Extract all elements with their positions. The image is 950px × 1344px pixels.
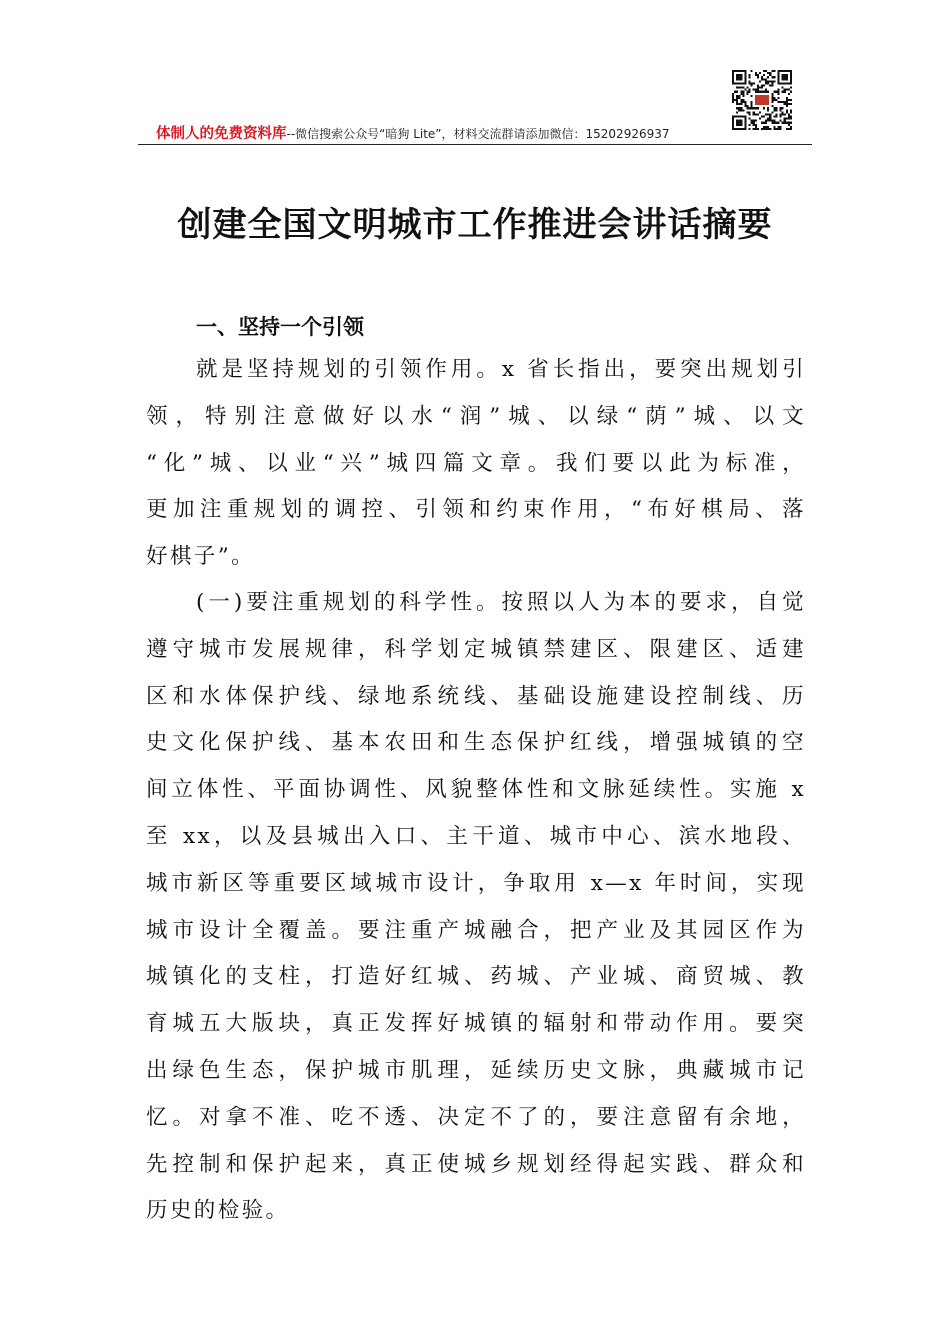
- header-brand: 体制人的免费资料库: [156, 126, 287, 142]
- paragraph-line: (一)要注重规划的科学性。按照以人为本的要求，自觉: [196, 590, 806, 615]
- paragraph-line: 更加注重规划的调控、引领和约束作用，“布好棋局、落: [146, 497, 806, 523]
- paragraph-line: 领，特别注意做好以水“润”城、以绿“荫”城、以文: [146, 403, 806, 429]
- paragraph-line: 遵守城市发展规律，科学划定城镇禁建区、限建区、适建: [146, 636, 806, 662]
- paragraph-2: [146, 580, 806, 1235]
- page-header: [138, 70, 812, 146]
- section-heading: 一、坚持一个引领: [196, 315, 364, 339]
- paragraph-line: 历史的检验。: [146, 1198, 290, 1224]
- paragraph-line: 好棋子”。: [146, 544, 255, 570]
- paragraph-line: 先控制和保护起来，真正使城乡规划经得起实践、群众和: [146, 1151, 806, 1177]
- header-banner: [156, 122, 670, 143]
- paragraph-line: 城市新区等重要区域城市设计，争取用 x—x 年时间，实现: [146, 870, 806, 896]
- paragraph-line: 出绿色生态，保护城市肌理，延续历史文脉，典藏城市记: [146, 1057, 806, 1083]
- paragraph-line: 忆。对拿不准、吃不透、决定不了的，要注意留有余地，: [146, 1104, 806, 1130]
- header-tagline: --微信搜索公众号“暗狗 Lite”，材料交流群请添加微信：15202926937: [286, 127, 670, 141]
- paragraph-line: 城市设计全覆盖。要注重产城融合，把产业及其园区作为: [146, 917, 806, 943]
- paragraph-line: 就是坚持规划的引领作用。x 省长指出，要突出规划引: [196, 357, 806, 382]
- paragraph-1: [146, 347, 806, 581]
- document-title: 创建全国文明城市工作推进会讲话摘要: [177, 205, 773, 245]
- paragraph-line: 区和水体保护线、绿地系统线、基础设施建设控制线、历: [146, 683, 806, 709]
- paragraph-line: 城镇化的支柱，打造好红城、药城、产业城、商贸城、教: [146, 964, 806, 990]
- qr-code-icon: [732, 70, 792, 130]
- paragraph-line: 间立体性、平面协调性、风貌整体性和文脉延续性。实施 x: [146, 777, 806, 803]
- paragraph-line: “化”城、以业“兴”城四篇文章。我们要以此为标准，: [146, 450, 806, 476]
- paragraph-line: 育城五大版块，真正发挥好城镇的辐射和带动作用。要突: [146, 1011, 806, 1037]
- header-divider: [138, 144, 812, 145]
- paragraph-line: 史文化保护线、基本农田和生态保护红线，增强城镇的空: [146, 730, 806, 756]
- paragraph-line: 至 xx，以及县城出入口、主干道、城市中心、滨水地段、: [146, 823, 806, 849]
